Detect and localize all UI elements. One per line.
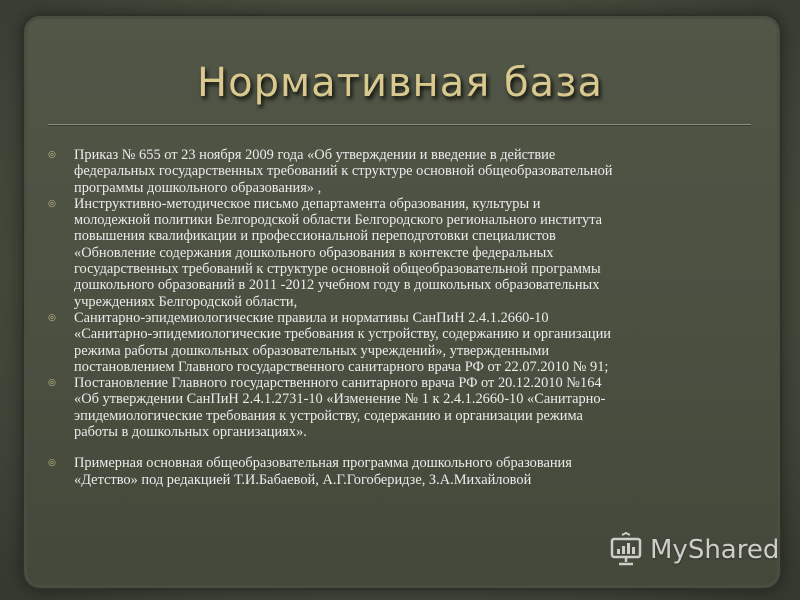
watermark <box>606 530 779 570</box>
bullet-list <box>48 147 760 488</box>
list-item-line: Приказ № 655 от 23 ноября 2009 года «Об утверждении и введение в действие <box>74 147 556 163</box>
list-item <box>48 310 760 375</box>
list-item-line: Инструктивно-методическое письмо департамента образования, культуры и <box>74 195 541 212</box>
list-item-line: федеральных государственных требований к структуре основной общеобразовательной <box>74 163 613 180</box>
list-item-line: Примерная основная общеобразовательная программа дошкольного образования <box>74 455 572 472</box>
list-item-line: учреждениях Белгородской области, <box>74 293 298 310</box>
list-item <box>48 147 760 196</box>
bullet-icon: ◎ <box>48 198 56 209</box>
watermark-text: MyShared <box>650 535 780 565</box>
list-item-line: Постановление Главного государственного санитарного врача РФ от 20.12.2010 №164 <box>74 375 602 392</box>
list-item-line: постановлением Главного государственного санитарного врача РФ от 22.07.2010 № 91; <box>74 358 609 375</box>
bullet-icon: ◎ <box>48 312 56 323</box>
slide-title: Нормативная база <box>197 60 603 106</box>
presentation-board-icon <box>606 530 646 570</box>
list-item <box>48 455 760 488</box>
list-item-line: эпидемиологические требования к устройству, содержанию и организации режима <box>74 407 583 424</box>
list-item-line: «Об утверждении СанПиН 2.4.1.2731-10 «Изменение № 1 к 2.4.1.2660-10 «Санитарно- <box>74 391 606 408</box>
list-item-line: Санитарно-эпидемиологические правила и нормативы СанПиН 2.4.1.2660-10 <box>74 309 549 326</box>
list-item-line: «Детство» под редакцией Т.И.Бабаевой, А.Г.Гогоберидзе, З.А.Михайловой <box>74 471 532 488</box>
bullet-icon: ◎ <box>48 150 56 160</box>
list-item-line: государственных требований к структуре основной общеобразовательной программы <box>74 261 601 278</box>
list-item <box>48 196 760 310</box>
title-divider <box>48 124 751 125</box>
list-item-line: дошкольного образований в 2011 -2012 учебном году в дошкольных образовательных <box>74 277 600 294</box>
list-item-line: «Обновление содержания дошкольного образования в контексте федеральных <box>74 244 554 261</box>
bullet-icon: ◎ <box>48 458 56 469</box>
list-item-line: повышения квалификации и профессиональной переподготовки специалистов <box>74 228 556 245</box>
list-item <box>48 375 760 440</box>
list-item-line: молодежной политики Белгородской области Белгородского регионального института <box>74 212 603 229</box>
bullet-icon: ◎ <box>48 378 56 389</box>
list-item-line: работы в дошкольных организациях». <box>74 424 307 441</box>
list-item-line: «Санитарно-эпидемиологические требования к устройству, содержанию и организации <box>74 326 611 343</box>
list-item-line: программы дошкольного образования» , <box>74 179 322 196</box>
list-item-line: режима работы дошкольных образовательных учреждений», утвержденными <box>74 342 550 359</box>
